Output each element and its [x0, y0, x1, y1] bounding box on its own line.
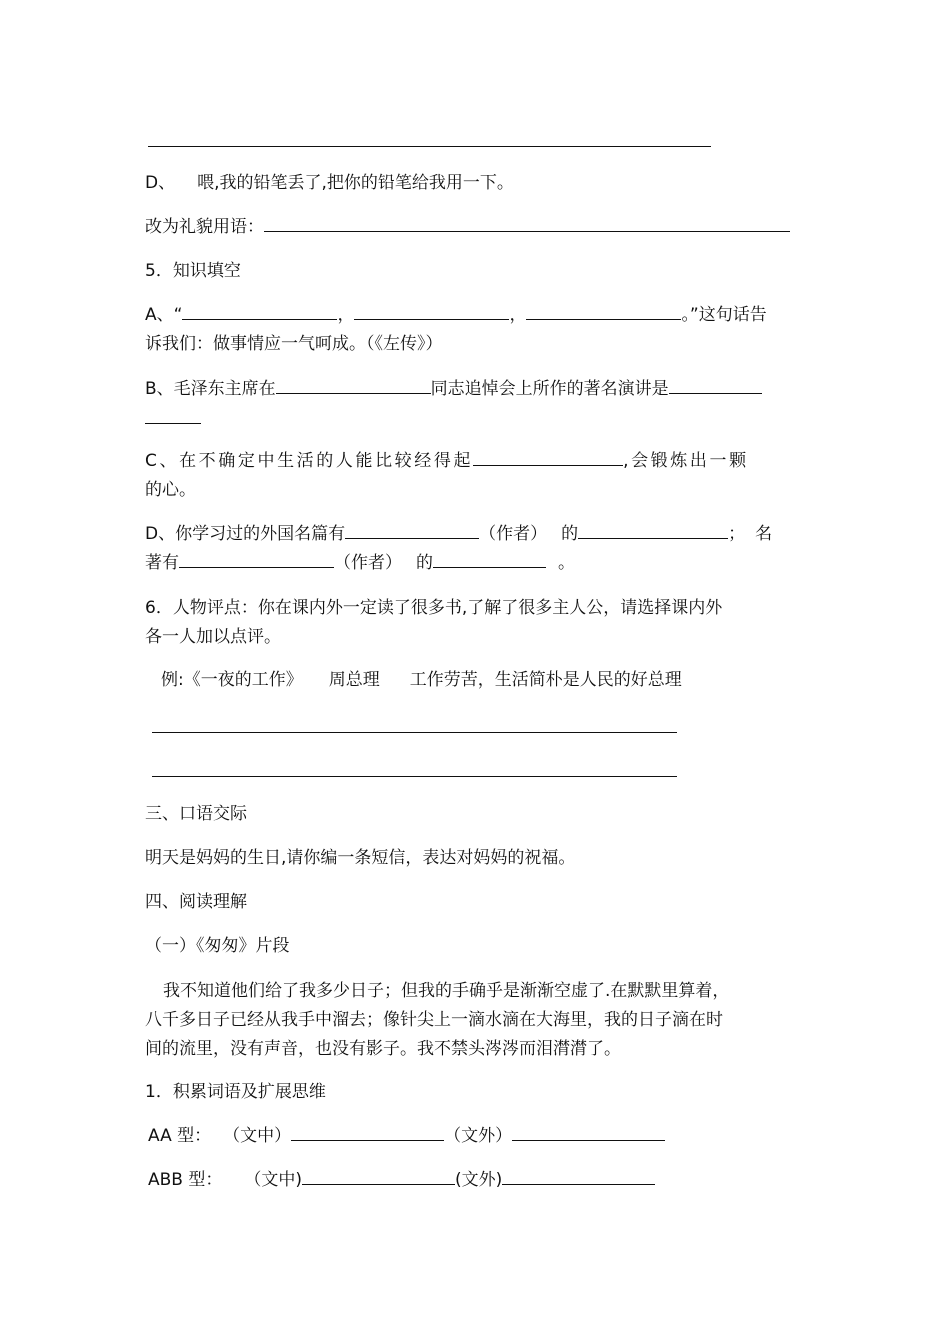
answer-line[interactable]	[152, 732, 677, 733]
answer-blank[interactable]	[502, 1169, 655, 1185]
q5a-line2: 诉我们：做事情应一气呵成。（《左传》）	[145, 334, 443, 354]
passage-line3: 间的流里，没有声音，也没有影子。我不禁头涔涔而泪潸潸了。	[145, 1039, 621, 1059]
q5a-line1	[145, 303, 767, 327]
abb-out-label: (文外)	[455, 1170, 503, 1190]
semicolon: ；	[728, 524, 746, 544]
answer-blank[interactable]	[179, 552, 334, 568]
example-person: 周总理	[328, 670, 380, 690]
aa-label: AA 型：	[148, 1126, 212, 1146]
answer-blank[interactable]	[264, 216, 790, 232]
q6-title-line2: 各一人加以点评。	[145, 627, 281, 647]
q4d-sentence: 喂,我的铅笔丢了,把你的铅笔给我用一下。	[197, 173, 514, 193]
q5b-mid: 同志追悼会上所作的著名演讲是	[430, 379, 669, 399]
abb-label: ABB 型：	[148, 1170, 223, 1190]
aa-out-label: （文外）	[444, 1126, 513, 1146]
answer-blank[interactable]	[182, 304, 337, 320]
q5c-line2: 的心。	[145, 480, 196, 500]
passage-line2: 八千多日子已经从我手中溜去；像针尖上一滴水滴在大海里，我的日子滴在时	[145, 1010, 723, 1030]
passage-line1: 我不知道他们给了我多少日子；但我的手确乎是渐渐空虚了.在默默里算着，	[163, 981, 730, 1001]
author-label: （作者）	[334, 553, 402, 573]
ming-label: 名	[755, 524, 773, 544]
q4d-polite-line	[145, 215, 790, 239]
abb-line	[148, 1168, 655, 1192]
polite-prompt: 改为礼貌用语：	[145, 217, 264, 237]
q5c-line1	[145, 449, 749, 473]
q5c-prefix: C、在不确定中生活的人能比较经得起	[145, 451, 474, 471]
author-label: （作者）	[479, 524, 548, 544]
q6-example	[161, 668, 682, 692]
section4-title: 四、阅读理解	[145, 892, 247, 912]
answer-blank[interactable]	[433, 552, 546, 568]
q5d-line2-prefix: 著有	[145, 553, 179, 573]
q5d-line1	[145, 522, 772, 546]
comma: ，	[337, 305, 355, 325]
q5b-prefix: B、毛泽东主席在	[145, 379, 276, 399]
answer-blank[interactable]	[669, 378, 762, 394]
section3-prompt: 明天是妈妈的生日,请你编一条短信，表达对妈妈的祝福。	[145, 848, 576, 868]
section3-title: 三、口语交际	[145, 804, 247, 824]
answer-blank[interactable]	[512, 1125, 665, 1141]
answer-blank[interactable]	[145, 423, 201, 424]
example-comment: 工作劳苦，生活简朴是人民的好总理	[409, 670, 682, 690]
answer-blank[interactable]	[302, 1169, 455, 1185]
q4d-label: D、	[145, 173, 176, 193]
q5-title: 5．知识填空	[145, 261, 241, 281]
de-label: 的	[561, 524, 579, 544]
q1-title: 1．积累词语及扩展思维	[145, 1082, 326, 1102]
answer-blank[interactable]	[276, 378, 431, 394]
q6-title-line1: 6．人物评点：你在课内外一定读了很多书,了解了很多主人公，请选择课内外	[145, 598, 723, 618]
answer-blank[interactable]	[345, 523, 479, 539]
q5d-line2	[145, 551, 575, 575]
q4d-line	[145, 171, 514, 195]
answer-blank[interactable]	[354, 304, 509, 320]
example-book: 例:《一夜的工作》	[161, 670, 303, 690]
answer-blank[interactable]	[578, 523, 728, 539]
answer-line[interactable]	[152, 776, 677, 777]
aa-line	[148, 1124, 665, 1148]
q5a-prefix: A、“	[145, 305, 183, 325]
abb-in-label: （文中)	[244, 1170, 302, 1190]
period: 。	[558, 553, 575, 573]
answer-blank[interactable]	[526, 304, 681, 320]
q5a-suffix: 。”这句话告	[681, 305, 767, 325]
q5c-suffix: ,会锻炼出一颗	[623, 451, 749, 471]
q5b-line1	[145, 377, 762, 401]
comma: ，	[509, 305, 527, 325]
aa-in-label: （文中）	[223, 1126, 292, 1146]
answer-blank[interactable]	[291, 1125, 444, 1141]
section4-subtitle: （一）《匆匆》片段	[145, 936, 290, 956]
q5d-prefix: D、你学习过的外国名篇有	[145, 524, 346, 544]
answer-blank[interactable]	[473, 450, 623, 466]
de-label: 的	[416, 553, 433, 573]
answer-line[interactable]	[148, 146, 711, 147]
